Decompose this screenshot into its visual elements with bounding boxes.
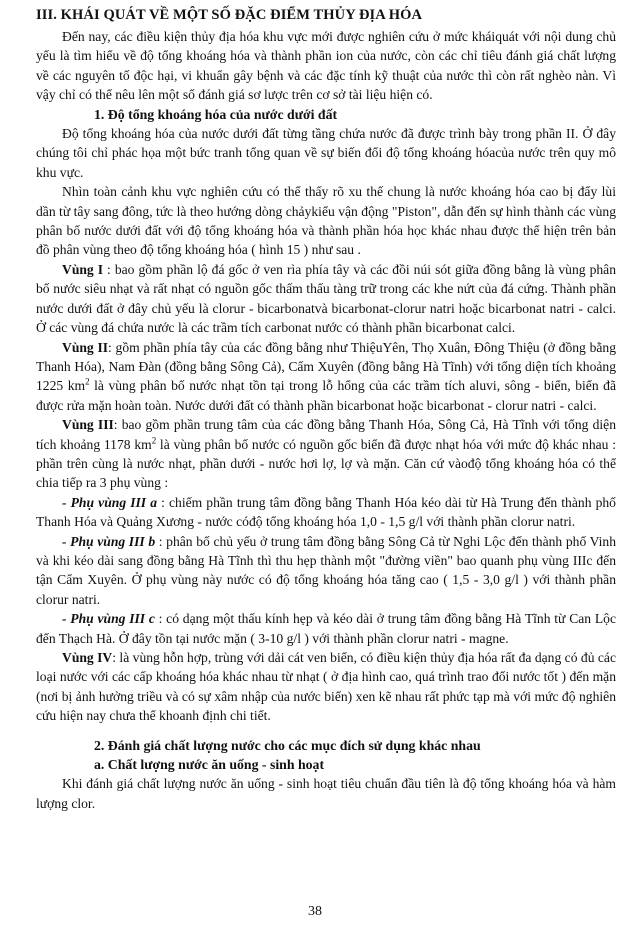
- zone-2-text-before: : gồm phần phía tây của các đồng bằng như ThiệuYên, Thọ Xuân, Đông Thiệu (ở đồng bằng Thanh Hóa), Nam Đàn (đồng bằng Sông Cả), Cẩm Xuyên (đồng bằng Hà Tĩnh) với tổng diện tích khoảng 1225 km: [36, 339, 616, 394]
- zone-2-paragraph: [36, 338, 616, 416]
- subsection-1-paragraph-1: Độ tổng khoáng hóa của nước dưới đất từng tầng chứa nước đã được trình bày trong phần II. Ở đây chúng tôi chỉ phác họa một bức tranh tổng quan về sự biến đổi độ tổng khoáng hóacủa nước trên quy mô khu vực.: [36, 126, 616, 180]
- zone-4-paragraph: [36, 648, 616, 726]
- zone-2-area-superscript: 2: [85, 376, 90, 387]
- page-number: 38: [308, 904, 322, 919]
- zone-4-text: : là vùng hỗn hợp, trùng với dải cát ven biển, có điều kiện thủy địa hóa rất đa dạng có đủ các loại nước với các cấp khoáng hóa khác nhau từ nhạt ( ở địa hình cao, quá trình trao đổi nước tốt ) đến mặn (nơi bị ảnh hưởng triều và có sự xâm nhập của nước biển) xen kẽ nhau rất phức tạp mà với mức độ nghiên cứu hiện nay chưa thể khoanh định chi tiết.: [36, 650, 616, 724]
- subzone-a-paragraph: [36, 493, 616, 532]
- subsection-1-paragraph-2: Nhìn toàn cảnh khu vực nghiên cứu có thể thấy rõ xu thế chung là nước khoáng hóa cao bị đẩy lùi dần từ tây sang đông, tức là theo hướng dòng chảykiểu vận động "Piston", dẫn đến sự hình thành các vùng phân bố nước dưới đất với độ tổng khoáng hóa và thành phần hóa học khác nhau được thể hiện trên bản đồ phân vùng theo độ tổng khoáng hóa ( hình 15 ) như sau .: [36, 184, 616, 258]
- zone-1-text: : bao gồm phần lộ đá gốc ở ven rìa phía tây và các đồi núi sót giữa đồng bằng là vùng phân bố nước siêu nhạt và rất nhạt có nguồn gốc thấm thấu tàng trữ trong các khe nứt của đá cứng. Thành phần nước dưới đất ở đây chủ yếu là clorur - bicarbonatvà bicarbonat-clorur natri hoặc bicarbonat natri - calci. Ở các vùng đá chứa nước là các trầm tích carbonat nước có thành phần bicarbonat calci.: [36, 261, 616, 336]
- zone-3-label: Vùng III: [62, 417, 114, 433]
- zone-1-label: Vùng I: [62, 261, 104, 277]
- intro-paragraph: Đến nay, các điều kiện thủy địa hóa khu vực mới được nghiên cứu ở mức kháiquát với nội dung chủ yếu là tìm hiểu về độ tổng khoáng hóa và thành phần ion của nước, còn các chỉ tiêu đánh giá chất lượng về các nguyên tố độc hại, vi khuẩn gây bệnh và các đặc tính kỹ thuật của nước thì còn rất nghèo nàn. Vì vậy chỉ có thể nêu lên một số đánh giá sơ lược trên cơ sở tài liệu hiện có.: [36, 29, 616, 103]
- zone-3-text-after: là vùng phân bố nước có nguồn gốc biển đã được nhạt hóa với mức độ khác nhau : phần trên cùng là nước nhạt, phần dưới - nước hơi lợ, lợ và mặn. Căn cứ vàođộ tổng khoáng hóa có thể chia tiếp ra 3 phụ vùng :: [36, 436, 616, 491]
- subsection-2-title: 2. Đánh giá chất lượng nước cho các mục đích sử dụng khác nhau: [94, 737, 481, 753]
- subzone-b-paragraph: [36, 532, 616, 610]
- subzone-a-text: : chiếm phần trung tâm đồng bằng Thanh Hóa kéo dài từ Hà Trung đến thành phố Thanh Hóa và Quảng Xương - nước cóđộ tổng khoáng hóa 1,0 - 1,5 g/l với thành phần clorur natri.: [36, 494, 616, 530]
- subsection-1-title: 1. Độ tổng khoáng hóa của nước dưới đất: [94, 106, 338, 122]
- zone-1-paragraph: [36, 260, 616, 338]
- zone-2-text-after: là vùng phân bố nước nhạt tồn tại trong lỗ hổng của các trầm tích aluvi, sông - biển, biển đã được rửa mặn hoàn toàn. Nước dưới đất có thành phần bicarbonat hoặc bicarbonat - clorur natri - calci.: [36, 378, 616, 413]
- zone-3-area-superscript: 2: [151, 435, 157, 445]
- zone-3-text-before: : bao gồm phần trung tâm của các đồng bằng Thanh Hóa, Sông Cả, Hà Tĩnh với tổng diện tích khoảng 1178 km: [36, 417, 616, 452]
- subsection-2a-title: a. Chất lượng nước ăn uống - sinh hoạt: [94, 757, 325, 773]
- section-title: III. KHÁI QUÁT VỀ MỘT SỐ ĐẶC ĐIỂM THỦY ĐỊA HÓA: [36, 7, 423, 23]
- subzone-b-label: - Phụ vùng III b: [62, 533, 156, 549]
- zone-4-label: Vùng IV: [62, 650, 113, 665]
- subzone-c-paragraph: [36, 609, 616, 648]
- zone-2-label: Vùng II: [62, 339, 109, 355]
- subsection-2a-paragraph-1: Khi đánh giá chất lượng nước ăn uống - sinh hoạt tiêu chuẩn đầu tiên là độ tổng khoáng hóa và hàm lượng clor.: [36, 776, 616, 811]
- subzone-c-label: - Phụ vùng III c: [62, 611, 155, 627]
- subzone-a-label: - Phụ vùng III a: [62, 494, 157, 510]
- subzone-b-text: : phân bố chủ yếu ở trung tâm đồng bằng Sông Cả từ Nghi Lộc đến thành phố Vinh và khi kéo dài sang đồng bằng Hà Tĩnh thì thu hẹp thành một "đường viền" bao quanh phụ vùng IIIc đến tận Cẩm Xuyên. Ở phụ vùng này nước có độ tổng khoáng hóa tăng cao ( 1,5 - 3,0 g/l ) với thành phần clorur natri.: [36, 533, 617, 607]
- subzone-c-text: : có dạng một thấu kính hẹp và kéo dài ở trung tâm đồng bằng Hà Tĩnh từ Can Lộc đến Thạch Hà. Ở đây tồn tại nước mặn ( 3-10 g/l ) với thành phần clorur natri - magne.: [36, 611, 616, 646]
- zone-3-paragraph: [36, 415, 616, 493]
